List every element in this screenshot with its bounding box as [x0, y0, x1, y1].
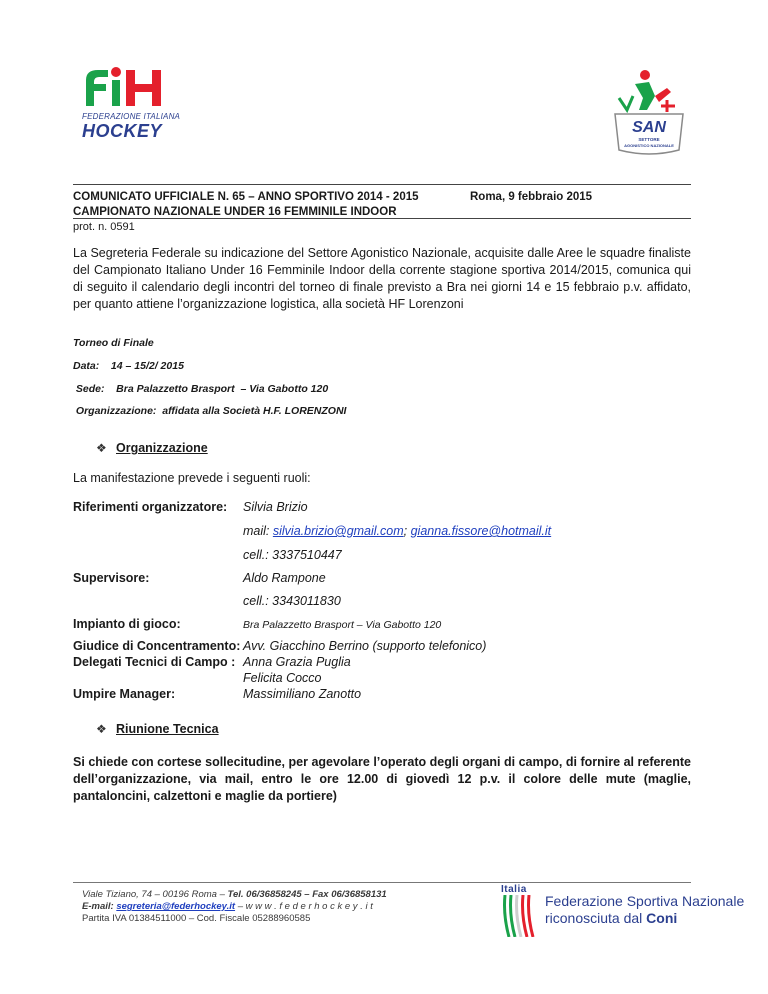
label-supervisore: Supervisore: [73, 571, 150, 585]
footer-email-line [82, 901, 482, 913]
value-delegati-2: Felicita Cocco [243, 671, 322, 685]
value-riferimenti-mail [243, 524, 551, 538]
fsn-coni: Coni [646, 910, 678, 926]
footer-address-line [82, 889, 482, 901]
torneo-sede: Sede: Bra Palazzetto Brasport – Via Gabotto 120 [73, 383, 329, 395]
san-text: SAN [632, 119, 666, 136]
header-title-line1: COMUNICATO UFFICIALE N. 65 – ANNO SPORTIVO 2014 - 2015 [73, 191, 419, 203]
label-riferimenti: Riferimenti organizzatore: [73, 500, 228, 514]
header-rule-bottom [73, 218, 691, 219]
value-riferimenti-cell: cell.: 3337510447 [243, 548, 342, 562]
value-riferimenti-name: Silvia Brizio [243, 500, 308, 514]
footer-address: Viale Tiziano, 74 – 00196 Roma – [82, 889, 228, 900]
mail-prefix: mail: [243, 524, 273, 538]
fsn-line2 [545, 910, 677, 926]
section-organizzazione-title: Organizzazione [116, 441, 208, 455]
tricolor-stripes-icon [501, 895, 535, 937]
fsn-riconosciuta: riconosciuta dal [545, 910, 647, 926]
mail-separator: ; [403, 524, 411, 538]
organizzazione-intro: La manifestazione prevede i seguenti ruoli: [73, 471, 311, 485]
torneo-title: Torneo di Finale [73, 337, 154, 349]
fsn-line1: Federazione Sportiva Nazionale [545, 893, 745, 909]
fih-logo [82, 66, 182, 146]
diamond-bullet-icon: ❖ [96, 722, 107, 736]
value-supervisore-cell: cell.: 3343011830 [243, 594, 341, 608]
email-link-silvia[interactable]: silvia.brizio@gmail.com [272, 524, 404, 538]
diamond-bullet-icon: ❖ [96, 441, 107, 455]
header-rule-top [73, 184, 691, 185]
label-delegati: Delegati Tecnici di Campo : [73, 655, 236, 669]
intro-paragraph: La Segreteria Federale su indicazione del Settore Agonistico Nazionale, acquisite dalle Aree le squadre finaliste del Campionato Italiano Under 16 Femminile Indoor della corrente stagione sportiva 2014/2015, comunica qui di seguito il calendario degli incontri del torneo di finale previsto a Bra nei giorni 14 e 15 febbraio p.v. affidato, per quanto attiene l’organizzazione logistica, alla società HF Lorenzoni [73, 246, 691, 311]
label-umpire: Umpire Manager: [73, 687, 176, 701]
fih-logo-mark [82, 66, 182, 108]
fih-hockey-text: HOCKEY [82, 121, 163, 141]
protocol-number: prot. n. 0591 [73, 221, 135, 233]
value-delegati-1: Anna Grazia Puglia [243, 655, 351, 669]
value-giudice: Avv. Giacchino Berrino (supporto telefonico) [243, 639, 487, 653]
email-link-gianna[interactable]: gianna.fissore@hotmail.it [410, 524, 552, 538]
value-impianto: Bra Palazzetto Brasport – Via Gabotto 120 [243, 619, 442, 631]
footer-rule [73, 882, 691, 883]
footer-piva: Partita IVA 01384511000 – Cod. Fiscale 05288960585 [82, 913, 311, 924]
value-supervisore-name: Aldo Rampone [243, 571, 326, 585]
header-title-line2: CAMPIONATO NAZIONALE UNDER 16 FEMMINILE INDOOR [73, 206, 397, 218]
value-umpire: Massimiliano Zanotto [243, 687, 362, 701]
san-sub2: AGONISTICO NAZIONALE [624, 143, 674, 148]
footer-address-block [82, 889, 482, 925]
torneo-organizzazione: Organizzazione: affidata alla Società H.F. LORENZONI [73, 405, 347, 417]
riunione-paragraph: Si chiede con cortese sollecitudine, per agevolare l’operato degli organi di campo, di fornire al referente dell’organizzazione, via mail, entro le ore 12.00 di giovedì 12 p.v. il colore delle mute (maglie, pantaloncini, calzettoni e maglie da portiere) [73, 755, 691, 803]
footer-email-label: E-mail: [82, 901, 117, 912]
section-riunione-title: Riunione Tecnica [116, 722, 219, 736]
footer-email-link[interactable]: segreteria@federhockey.it [116, 901, 236, 912]
label-impianto: Impianto di gioco: [73, 617, 181, 631]
fih-subtitle: FEDERAZIONE ITALIANA [82, 112, 181, 121]
italia-text: Italia [501, 884, 527, 895]
footer-tel: Tel. 06/36858245 – Fax 06/36858131 [227, 889, 387, 900]
torneo-data: Data: 14 – 15/2/ 2015 [73, 360, 184, 372]
san-logo-mark [609, 66, 689, 156]
coni-italia-logo [501, 884, 541, 944]
header-date: Roma, 9 febbraio 2015 [470, 191, 593, 203]
label-giudice: Giudice di Concentramento: [73, 639, 241, 653]
san-logo [609, 66, 689, 156]
footer-web[interactable]: – w w w . f e d e r h o c k e y . i t [235, 901, 373, 912]
san-sub1: SETTORE [638, 137, 660, 142]
